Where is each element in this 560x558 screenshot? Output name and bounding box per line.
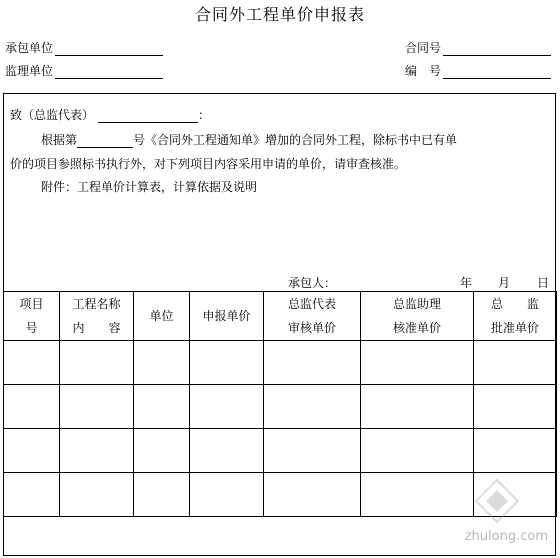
attachment-line: 附件：工程单价计算表，计算依据及说明 bbox=[41, 180, 258, 194]
table-cell[interactable] bbox=[264, 341, 361, 385]
contractor-field bbox=[5, 40, 163, 56]
table-cell[interactable] bbox=[474, 341, 557, 385]
table-row bbox=[4, 385, 557, 429]
table-cell[interactable] bbox=[264, 473, 361, 517]
table-cell[interactable] bbox=[190, 341, 264, 385]
para-line-1 bbox=[41, 132, 457, 148]
table-cell[interactable] bbox=[361, 341, 474, 385]
serial-no-label: 编 号 bbox=[405, 64, 442, 78]
serial-no-blank[interactable] bbox=[443, 66, 551, 79]
table-cell[interactable] bbox=[134, 429, 190, 473]
serial-no-field bbox=[405, 63, 551, 79]
table-cell[interactable] bbox=[60, 473, 134, 517]
col-header-declared-price: 申报单价 bbox=[190, 292, 264, 341]
date-day-label: 日 bbox=[537, 276, 550, 290]
table-cell[interactable] bbox=[4, 473, 60, 517]
col-header-assistant-approve: 总监助理 核准单价 bbox=[361, 292, 474, 341]
col-header-work-name: 工程名称 内 容 bbox=[60, 292, 134, 341]
table-cell[interactable] bbox=[190, 429, 264, 473]
para1-end: 号《合同外工程通知单》增加的合同外工程，除标书中已有单 bbox=[133, 133, 458, 147]
table-cell[interactable] bbox=[4, 385, 60, 429]
table-header-row bbox=[4, 292, 557, 341]
to-suffix: ： bbox=[198, 108, 211, 122]
table-cell[interactable] bbox=[474, 385, 557, 429]
table-cell[interactable] bbox=[361, 473, 474, 517]
col-header-chief-approve: 总 监 批准单价 bbox=[474, 292, 557, 341]
date-month-label: 月 bbox=[498, 276, 511, 290]
table-cell[interactable] bbox=[60, 341, 134, 385]
supervisor-label: 监理单位 bbox=[5, 64, 54, 78]
col-header-unit: 单位 bbox=[134, 292, 190, 341]
table-row bbox=[4, 429, 557, 473]
supervisor-field bbox=[5, 63, 163, 79]
contract-no-label: 合同号 bbox=[405, 41, 442, 55]
para-line-2: 价的项目参照标书执行外，对下列项目内容采用申请的单价，请审查核准。 bbox=[10, 157, 407, 171]
watermark-text: zhulong.com bbox=[464, 529, 548, 544]
to-blank[interactable] bbox=[98, 110, 198, 123]
table-cell[interactable] bbox=[134, 341, 190, 385]
contractor-label: 承包单位 bbox=[5, 41, 54, 55]
table-cell[interactable] bbox=[60, 385, 134, 429]
col-header-item-no: 项目 号 bbox=[4, 292, 60, 341]
contractor-blank[interactable] bbox=[55, 43, 163, 56]
para1-start: 根据第 bbox=[41, 133, 78, 147]
table-cell[interactable] bbox=[190, 385, 264, 429]
table-cell[interactable] bbox=[134, 385, 190, 429]
table-cell[interactable] bbox=[4, 429, 60, 473]
table-cell[interactable] bbox=[190, 473, 264, 517]
zhulong-logo-icon bbox=[474, 478, 520, 524]
table-cell[interactable] bbox=[4, 341, 60, 385]
table-cell[interactable] bbox=[474, 429, 557, 473]
to-line bbox=[10, 107, 210, 123]
contractor-sign-label: 承包人： bbox=[288, 276, 337, 290]
contract-no-field bbox=[405, 40, 551, 56]
table-cell[interactable] bbox=[134, 473, 190, 517]
table-cell[interactable] bbox=[361, 429, 474, 473]
table-cell[interactable] bbox=[264, 429, 361, 473]
table-cell[interactable] bbox=[60, 429, 134, 473]
form-title: 合同外工程单价申报表 bbox=[194, 5, 365, 24]
to-label: 致（总监代表） bbox=[10, 108, 95, 122]
notice-no-blank[interactable] bbox=[77, 135, 133, 148]
table-cell[interactable] bbox=[361, 385, 474, 429]
table-cell[interactable] bbox=[264, 385, 361, 429]
supervisor-blank[interactable] bbox=[55, 66, 163, 79]
table-row bbox=[4, 341, 557, 385]
col-header-rep-review: 总监代表 审核单价 bbox=[264, 292, 361, 341]
contract-no-blank[interactable] bbox=[443, 43, 551, 56]
date-year-label: 年 bbox=[460, 276, 473, 290]
